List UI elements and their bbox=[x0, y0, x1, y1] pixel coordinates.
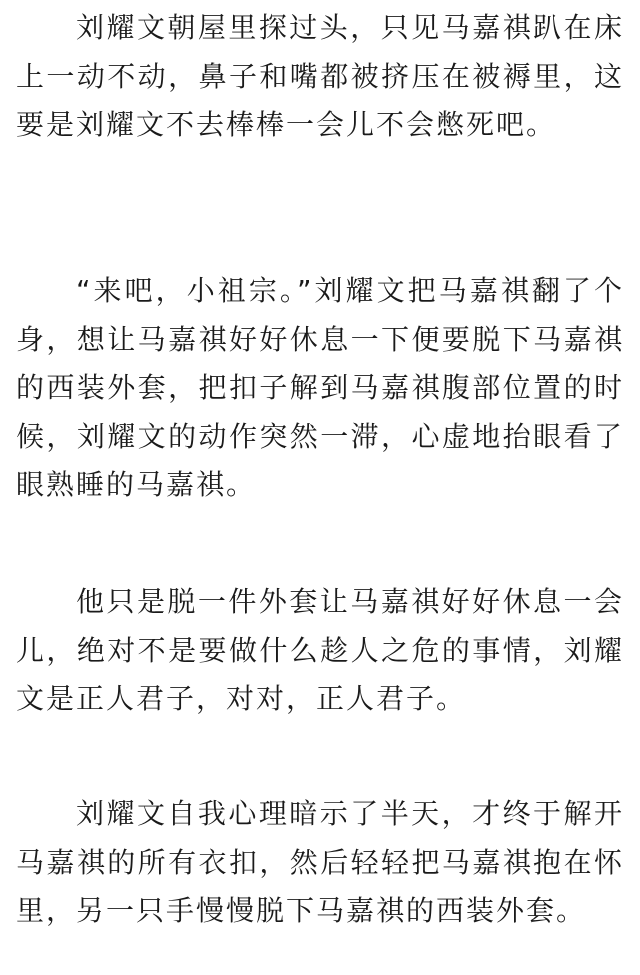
article-paragraph-3: 他只是脱一件外套让马嘉祺好好休息一会儿，绝对不是要做什么趁人之危的事情，刘耀文是正人君子，对对，正人君子。 bbox=[16, 585, 624, 716]
article-paragraph-2: “来吧，小祖宗。”刘耀文把马嘉祺翻了个身，想让马嘉祺好好休息一下便要脱下马嘉祺的西装外套，把扣子解到马嘉祺腹部位置的时候，刘耀文的动作突然一滞，心虚地抬眼看了眼熟睡的马嘉祺。 bbox=[16, 274, 624, 502]
article-paragraph-4: 刘耀文自我心理暗示了半天，才终于解开马嘉祺的所有衣扣，然后轻轻把马嘉祺抱在怀里，另一只手慢慢脱下马嘉祺的西装外套。 bbox=[16, 797, 624, 928]
article-paragraph-1: 刘耀文朝屋里探过头，只见马嘉祺趴在床上一动不动，鼻子和嘴都被挤压在被褥里，这要是刘耀文不去棒棒一会儿不会憋死吧。 bbox=[16, 11, 624, 142]
